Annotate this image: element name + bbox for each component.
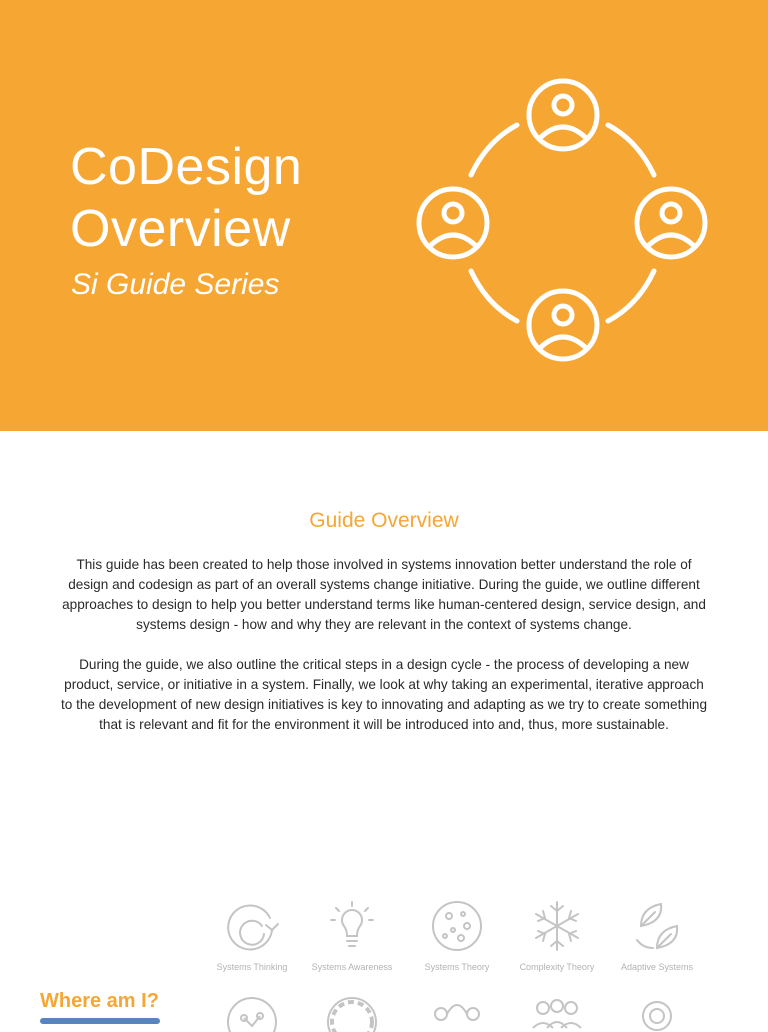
topic-label: Complexity Theory	[519, 962, 595, 972]
title-line-1: CoDesign	[70, 138, 303, 196]
topic-label: Systems Awareness	[311, 962, 393, 972]
network-circle-icon	[222, 992, 282, 1032]
overview-paragraph-2: During the guide, we also outline the critical steps in a design cycle - the process of developing a new product, service, or initiative in a system. Finally, we look at why taking an experimental, iterative approach to the development of new design initiatives is key to innovating and adapting as we try to create something that is relevant and fit for the environment it will be introduced into and, thus, more sustainable.	[60, 657, 708, 732]
linked-nodes-icon	[427, 992, 487, 1032]
dotted-circle-icon	[427, 896, 487, 956]
target-icon	[627, 992, 687, 1032]
people-cycle-icon	[405, 75, 715, 375]
topic-complexity-theory[interactable]	[505, 896, 609, 972]
topic-label: Adaptive Systems	[620, 962, 694, 972]
topic-systems-theory[interactable]	[405, 896, 509, 972]
guide-overview-body	[58, 555, 710, 755]
series-subtitle: Si Guide Series	[71, 268, 280, 301]
group-people-icon	[527, 992, 587, 1032]
topic-systems-awareness[interactable]	[300, 896, 404, 972]
where-am-i-heading: Where am I?	[40, 990, 159, 1012]
overview-paragraph-1: This guide has been created to help those involved in systems innovation better understand the role of design and codesign as part of an overall systems change initiative. During the guide, we outline different approaches to design to help you better understand terms like human-centered design, service design, and systems design - how and why they are relevant in the context of systems change.	[62, 557, 706, 632]
snowflake-icon	[527, 896, 587, 956]
topic-label: Systems Thinking	[216, 962, 288, 972]
topic-systems-thinking[interactable]	[200, 896, 304, 972]
title-line-2: Overview	[70, 200, 291, 258]
lightbulb-icon	[322, 896, 382, 956]
topic-label: Systems Theory	[424, 962, 490, 972]
leaves-icon	[627, 896, 687, 956]
page-title	[70, 136, 302, 260]
topic-adaptive-systems[interactable]	[605, 896, 709, 972]
cycle-arrow-icon	[222, 896, 282, 956]
ring-icon	[322, 992, 382, 1032]
where-am-i-underline	[40, 1018, 160, 1024]
guide-overview-heading: Guide Overview	[309, 509, 459, 532]
hero-banner	[0, 0, 768, 431]
